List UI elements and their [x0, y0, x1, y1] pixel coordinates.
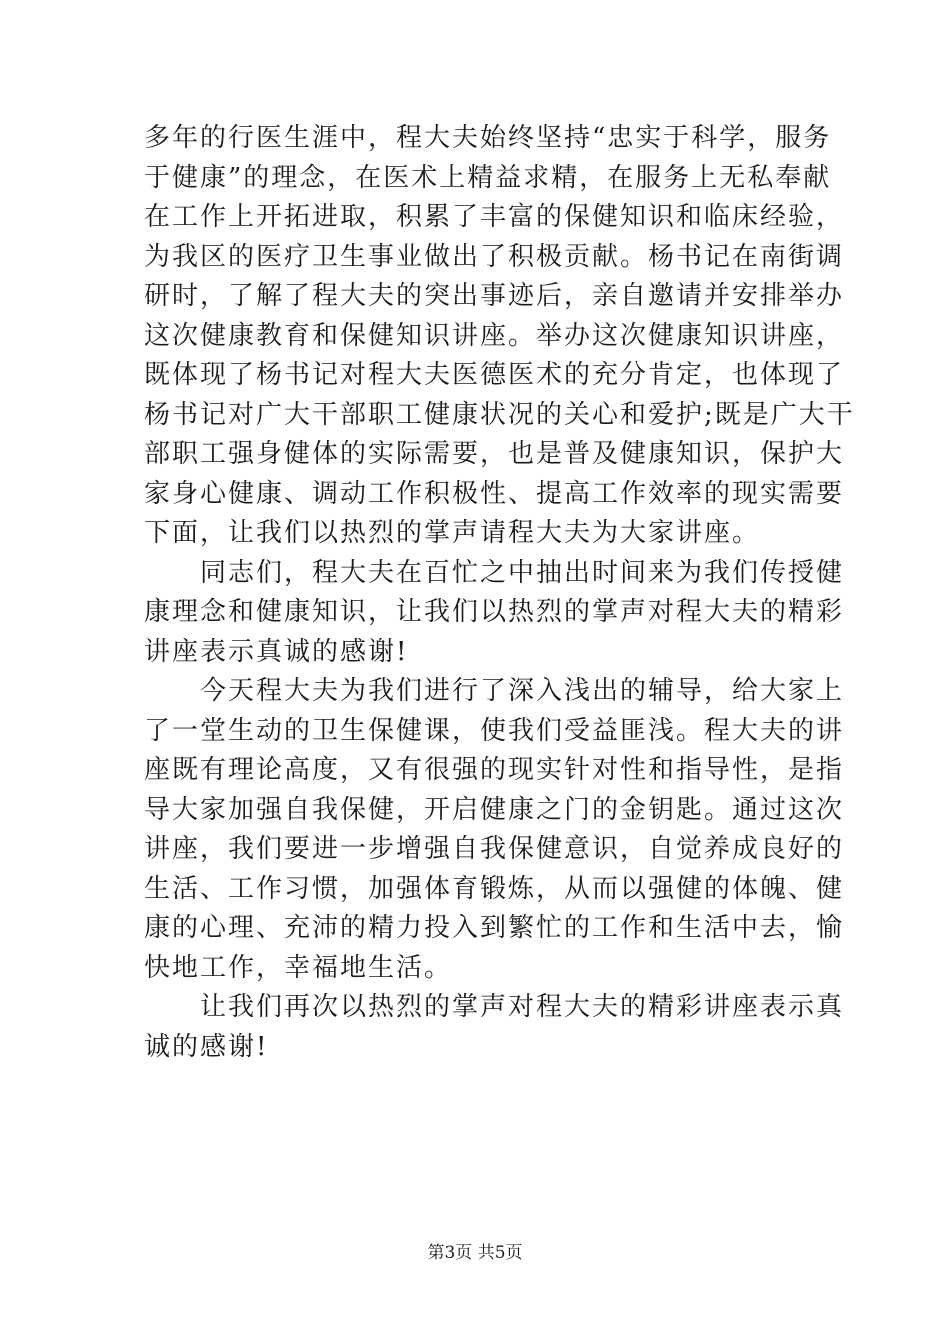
- document-body: [144, 119, 855, 1067]
- page-footer: 第3页 共5页: [427, 1243, 523, 1263]
- text-line: 家身心健康、调动工作积极性、提高工作效率的现实需要: [144, 478, 845, 509]
- text-line: 诚的感谢!: [144, 1031, 269, 1062]
- text-line: 导大家加强自我保健，开启健康之门的金钥匙。通过这次: [144, 794, 845, 825]
- text-line: 既体现了杨书记对程大夫医德医术的充分肯定，也体现了: [144, 360, 845, 390]
- text-line: 快地工作，幸福地生活。: [144, 952, 453, 983]
- text-line: 同志们，程大夫在百忙之中抽出时间来为我们传授健: [200, 557, 845, 588]
- paragraph: [144, 988, 845, 1067]
- text-line: 于健康”的理念，在医术上精益求精，在服务上无私奉献: [144, 162, 832, 193]
- text-line: 为我区的医疗卫生事业做出了积极贡献。杨书记在南街调: [144, 241, 845, 272]
- text-line: 杨书记对广大干部职工健康状况的关心和爱护;既是广大干: [144, 399, 855, 430]
- text-line: 这次健康教育和保健知识讲座。举办这次健康知识讲座，: [144, 320, 845, 351]
- text-line: 让我们再次以热烈的掌声对程大夫的精彩讲座表示真: [200, 992, 845, 1022]
- text-line: 今天程大夫为我们进行了深入浅出的辅导，给大家上: [200, 676, 845, 706]
- paragraph: [144, 119, 855, 554]
- text-line: 了一堂生动的卫生保健课，使我们受益匪浅。程大夫的讲: [144, 715, 845, 746]
- text-line: 康理念和健康知识，让我们以热烈的掌声对程大夫的精彩: [144, 597, 845, 627]
- paragraph: [144, 672, 845, 988]
- text-line: 下面，让我们以热烈的掌声请程大夫为大家讲座。: [144, 518, 761, 548]
- text-line: 座既有理论高度，又有很强的现实针对性和指导性，是指: [144, 755, 845, 785]
- text-line: 研时，了解了程大夫的突出事迹后，亲自邀请并安排举办: [144, 281, 845, 311]
- text-line: 在工作上开拓进取，积累了丰富的保健知识和临床经验，: [144, 202, 845, 232]
- text-line: 多年的行医生涯中，程大夫始终坚持“忠实于科学，服务: [144, 123, 832, 153]
- text-line: 康的心理、充沛的精力投入到繁忙的工作和生活中去，愉: [144, 913, 845, 943]
- text-line: 生活、工作习惯，加强体育锻炼，从而以强健的体魄、健: [144, 873, 845, 904]
- paragraph: [144, 554, 845, 673]
- text-line: 讲座表示真诚的感谢!: [144, 636, 409, 667]
- text-line: 讲座，我们要进一步增强自我保健意识，自觉养成良好的: [144, 834, 845, 864]
- text-line: 部职工强身健体的实际需要，也是普及健康知识，保护大: [144, 439, 845, 469]
